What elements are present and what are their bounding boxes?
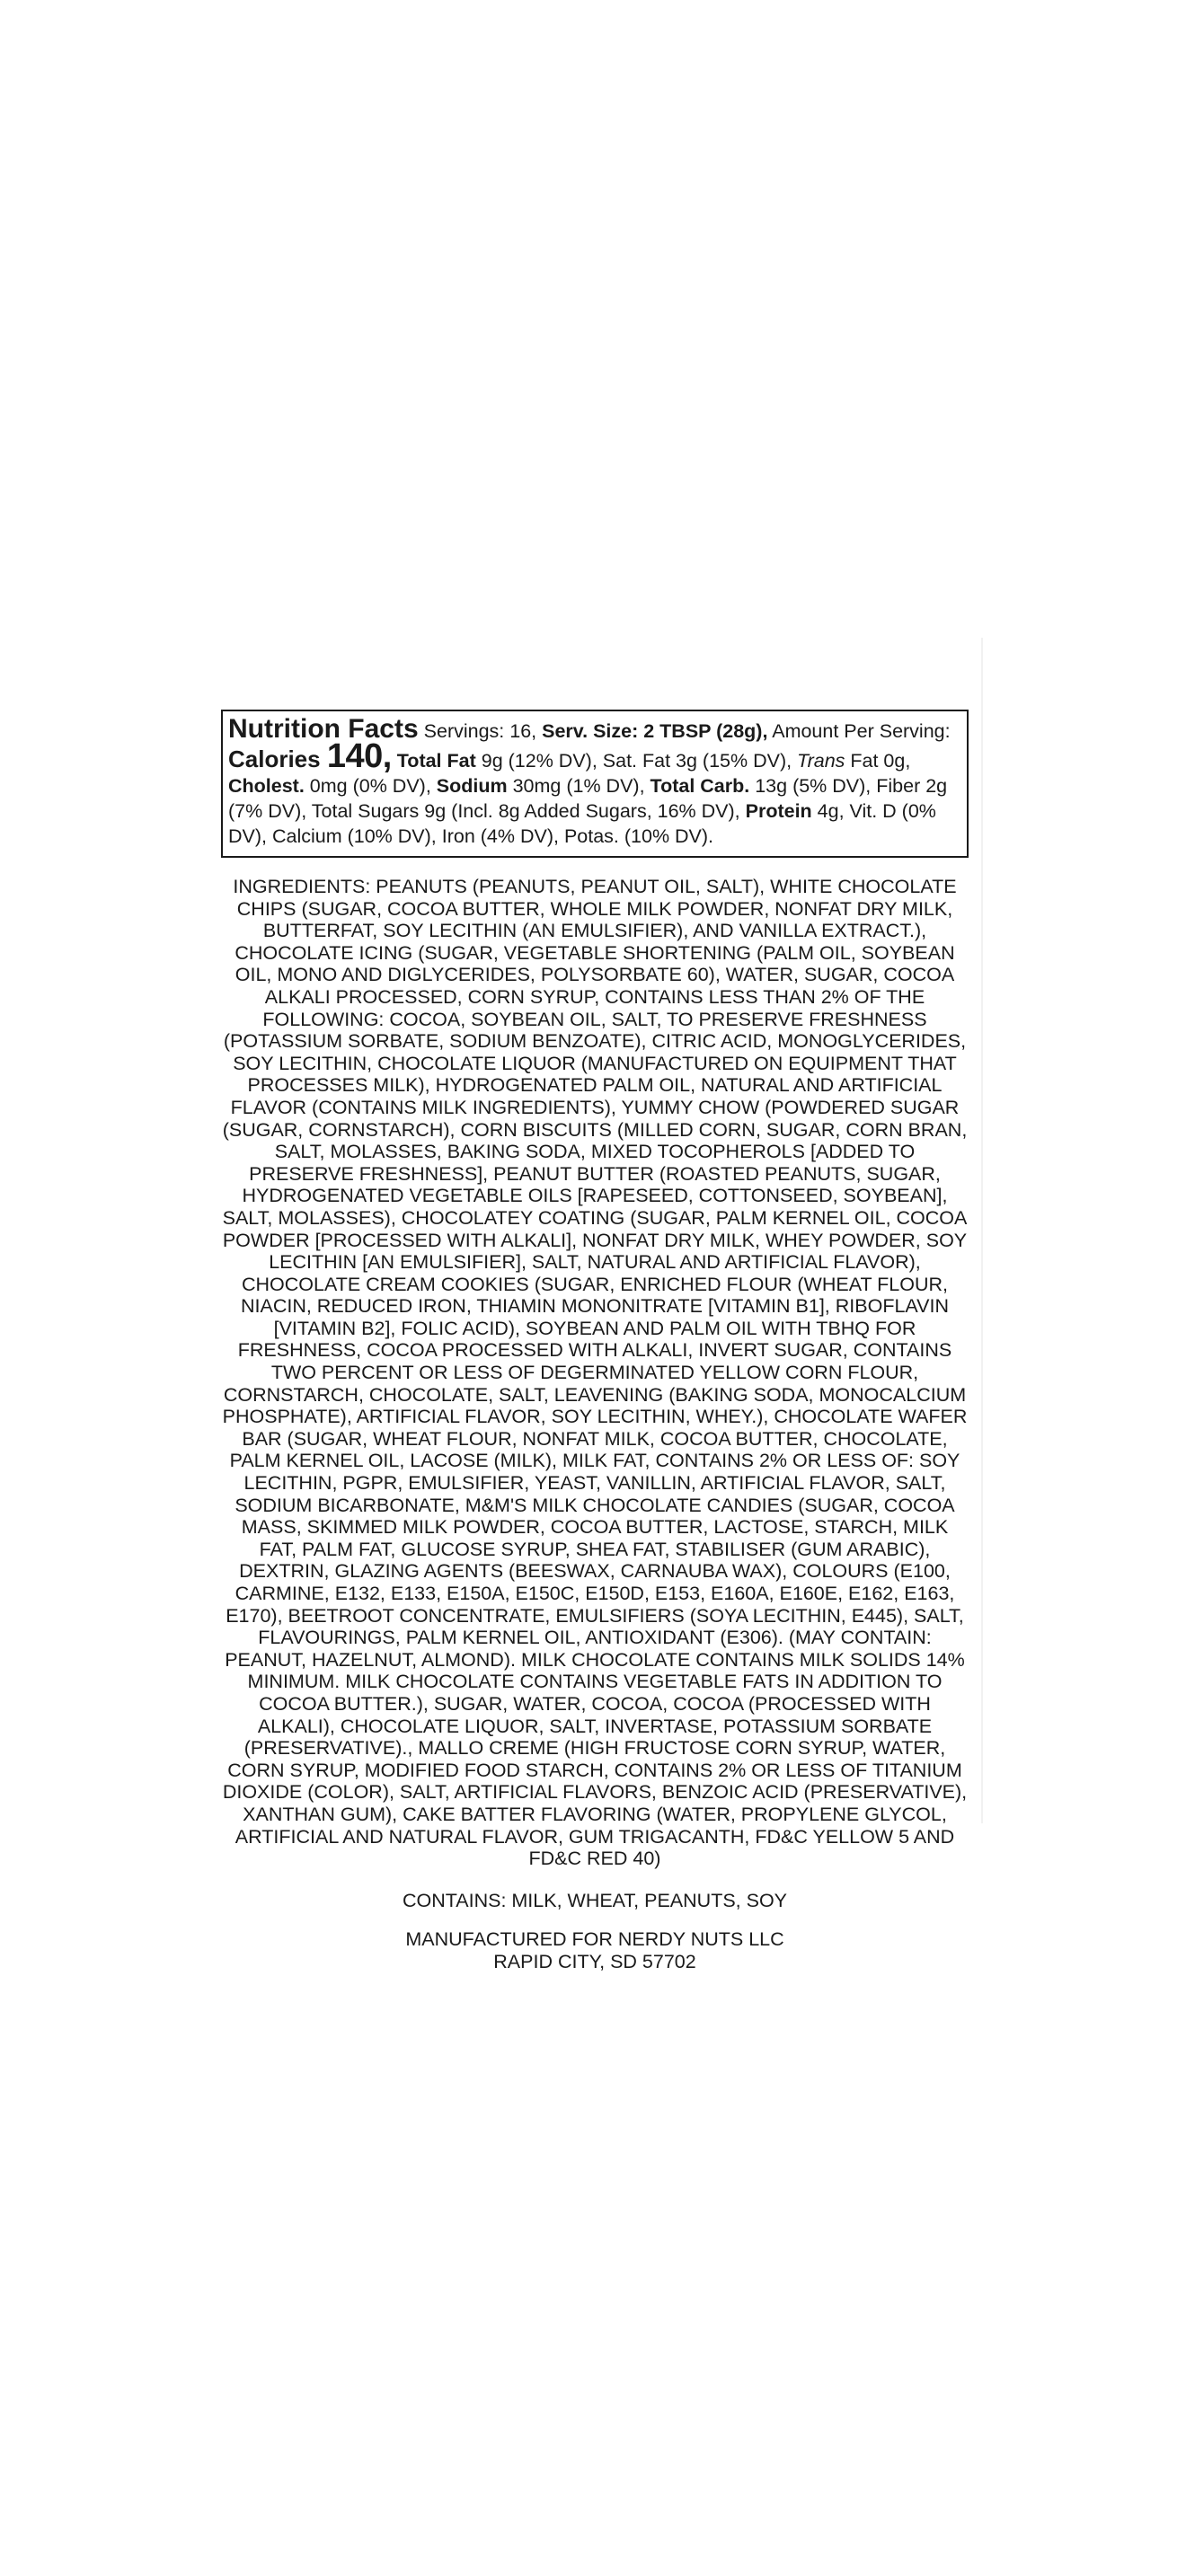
label-edge-shadow: [981, 638, 983, 1823]
amount-per-serving: Amount Per Serving:: [767, 720, 951, 742]
cholesterol-label: Cholest.: [228, 775, 305, 797]
serving-size: Serv. Size: 2 TBSP (28g),: [542, 720, 768, 742]
product-label: [221, 710, 969, 1973]
sodium-label: Sodium: [436, 775, 508, 797]
manufacturer-info: [221, 1928, 969, 1973]
servings-text: Servings: 16,: [418, 720, 543, 742]
total-carb-label: Total Carb.: [650, 775, 750, 797]
trans-fat-value: Fat 0g,: [845, 750, 911, 772]
protein-value: 4g, Vit. D (0% DV), Calcium (10% DV), Iron (4% DV), Potas. (10% DV).: [228, 800, 936, 847]
total-fat-label: Total Fat: [391, 750, 476, 772]
calories-value: 140,: [326, 737, 392, 775]
ingredients-list: INGREDIENTS: PEANUTS (PEANUTS, PEANUT OIL, SALT), WHITE CHOCOLATE CHIPS (SUGAR, COCOA BUTTER, WHOLE MILK POWDER, NONFAT DRY MILK, BUTTERFAT, SOY LECITHIN (AN EMULSIFIER), AND VANILLA EXTRACT.), CHOCOLATE ICING (SUGAR, VEGETABLE SHORTENING (PALM OIL, SOYBEAN OIL, MONO AND DIGLYCERIDES, POLYSORBATE 60), WATER, SUGAR, COCOA ALKALI PROCESSED, CORN SYRUP, CONTAINS LESS THAN 2% OF THE FOLLOWING: COCOA, SOYBEAN OIL, SALT, TO PRESERVE FRESHNESS (POTASSIUM SORBATE, SODIUM BENZOATE), CITRIC ACID, MONOGLYCERIDES, SOY LECITHIN, CHOCOLATE LIQUOR (MANUFACTURED ON EQUIPMENT THAT PROCESSES MILK), HYDROGENATED PALM OIL, NATURAL AND ARTIFICIAL FLAVOR (CONTAINS MILK INGREDIENTS), YUMMY CHOW (POWDERED SUGAR (SUGAR, CORNSTARCH), CORN BISCUITS (MILLED CORN, SUGAR, CORN BRAN, SALT, MOLASSES, BAKING SODA, MIXED TOCOPHEROLS [ADDED TO PRESERVE FRESHNESS], PEANUT BUTTER (ROASTED PEANUTS, SUGAR, HYDROGENATED VEGETABLE OILS [RAPESEED, COTTONSEED, SOYBEAN], SALT, MOLASSES), CHOCOLATEY COATING (SUGAR, PALM KERNEL OIL, COCOA POWDER [PROCESSED WITH ALKALI], NONFAT DRY MILK, WHEY POWDER, SOY LECITHIN [AN EMULSIFIER], SALT, NATURAL AND ARTIFICIAL FLAVOR), CHOCOLATE CREAM COOKIES (SUGAR, ENRICHED FLOUR (WHEAT FLOUR, NIACIN, REDUCED IRON, THIAMIN MONONITRATE [VITAMIN B1], RIBOFLAVIN [VITAMIN B2], FOLIC ACID), SOYBEAN AND PALM OIL WITH TBHQ FOR FRESHNESS, COCOA PROCESSED WITH ALKALI, INVERT SUGAR, CONTAINS TWO PERCENT OR LESS OF DEGERMINATED YELLOW CORN FLOUR, CORNSTARCH, CHOCOLATE, SALT, LEAVENING (BAKING SODA, MONOCALCIUM PHOSPHATE), ARTIFICIAL FLAVOR, SOY LECITHIN, WHEY.), CHOCOLATE WAFER BAR (SUGAR, WHEAT FLOUR, NONFAT MILK, COCOA BUTTER, CHOCOLATE, PALM KERNEL OIL, LACOSE (MILK), MILK FAT, CONTAINS 2% OR LESS OF: SOY LECITHIN, PGPR, EMULSIFIER, YEAST, VANILLIN, ARTIFICIAL FLAVOR, SALT, SODIUM BICARBONATE, M&M'S MILK CHOCOLATE CANDIES (SUGAR, COCOA MASS, SKIMMED MILK POWDER, COCOA BUTTER, LACTOSE, STARCH, MILK FAT, PALM FAT, GLUCOSE SYRUP, SHEA FAT, STABILISER (GUM ARABIC), DEXTRIN, GLAZING AGENTS (BEESWAX, CARNAUBA WAX), COLOURS (E100, CARMINE, E132, E133, E150A, E150C, E150D, E153, E160A, E160E, E162, E163, E170), BEETROOT CONCENTRATE, EMULSIFIERS (SOYA LECITHIN, E445), SALT, FLAVOURINGS, PALM KERNEL OIL, ANTIOXIDANT (E306). (MAY CONTAIN: PEANUT, HAZELNUT, ALMOND). MILK CHOCOLATE CONTAINS MILK SOLIDS 14% MINIMUM. MILK CHOCOLATE CONTAINS VEGETABLE FATS IN ADDITION TO COCOA BUTTER.), SUGAR, WATER, COCOA, COCOA (PROCESSED WITH ALKALI), CHOCOLATE LIQUOR, SALT, INVERTASE, POTASSIUM SORBATE (PRESERVATIVE)., MALLO CREME (HIGH FRUCTOSE CORN SYRUP, WATER, CORN SYRUP, MODIFIED FOOD STARCH, CONTAINS 2% OR LESS OF TITANIUM DIOXIDE (COLOR), SALT, ARTIFICIAL FLAVORS, BENZOIC ACID (PRESERVATIVE), XANTHAN GUM), CAKE BATTER FLAVORING (WATER, PROPYLENE GLYCOL, ARTIFICIAL AND NATURAL FLAVOR, GUM TRIGACANTH, FD&C YELLOW 5 AND FD&C RED 40): [222, 876, 968, 1870]
trans-fat-label: Trans: [797, 750, 845, 772]
total-fat-value: 9g (12% DV), Sat. Fat 3g (15% DV),: [475, 750, 798, 772]
manufacturer-address: RAPID CITY, SD 57702: [493, 1950, 696, 1972]
protein-label: Protein: [745, 800, 812, 822]
calories-label: Calories: [228, 745, 327, 772]
sodium-value: 30mg (1% DV),: [507, 775, 651, 797]
cholesterol-value: 0mg (0% DV),: [304, 775, 437, 797]
manufacturer-name: MANUFACTURED FOR NERDY NUTS LLC: [405, 1928, 784, 1950]
allergen-statement: CONTAINS: MILK, WHEAT, PEANUTS, SOY: [402, 1889, 788, 1911]
total-carb-value: 13g (5% DV), Fiber 2g (7% DV), Total Sugars 9g (Incl. 8g Added Sugars, 16% DV),: [228, 775, 948, 822]
nutrition-facts-panel: [221, 710, 969, 858]
nutrition-facts-title: Nutrition Facts: [228, 714, 419, 744]
